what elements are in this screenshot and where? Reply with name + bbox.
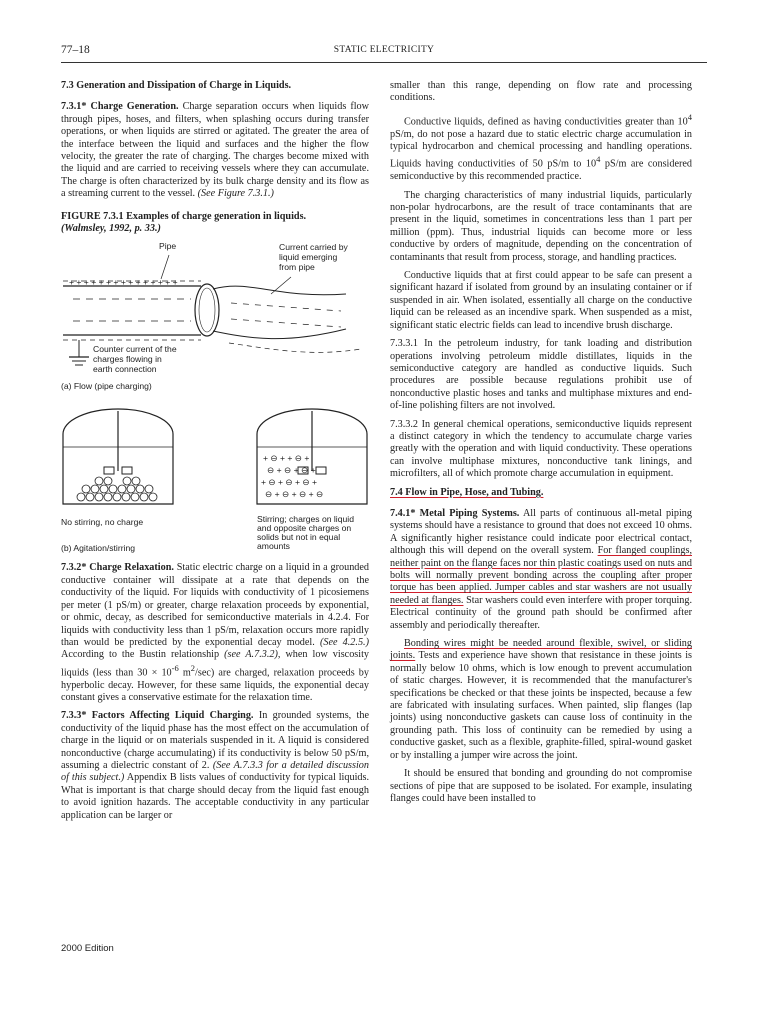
- svg-text:Stirring; charges on liquid: Stirring; charges on liquid: [257, 514, 354, 525]
- svg-text:amounts: amounts: [257, 541, 290, 552]
- right-column: [390, 80, 692, 811]
- svg-text:solids but not in equal: solids but not in equal: [257, 532, 341, 543]
- label-agitation-caption: (b) Agitation/stirring: [61, 543, 136, 554]
- para-conductive-liquids: Conductive liquids, defined as having conductivities greater than $10^4$ pS/m, do not pose a hazard due to static electric charge accumulation in typical hydrocarbon and chemical processing and handling operations. Liquids having conductivities of 50 pS/m to $10^4$ pS/m are considered semiconductive by this recommended practice.: [390, 111, 692, 183]
- svg-text:earth connection: earth connection: [93, 364, 157, 375]
- svg-text:and opposite charges on: and opposite charges on: [257, 523, 352, 534]
- edition-footer: 2000 Edition: [61, 943, 114, 954]
- page-number: 77–18: [61, 44, 90, 56]
- para-7-3-1: 7.3.1* Charge Generation. Charge separation occurs when liquids flow through pipes, hoses, and filters, when splashing occurs during transfer operations, or when liquids are stirred or agitated. The greater the area of the interface between the liquid and surfaces and the higher the flow velocity, the greater the rate of charging. The charges become mixed with the liquid and are carried to receiving vessels where they can accumulate. The charge is often characterized by its bulk charge density and its flow as a streaming current to the vessel. (See Figure 7.3.1.): [61, 101, 369, 200]
- section-7-4-title: 7.4 Flow in Pipe, Hose, and Tubing.: [390, 486, 544, 498]
- para-continued: smaller than this range, depending on flow rate and processing conditions.: [390, 80, 692, 104]
- left-column: [61, 80, 369, 828]
- svg-text:No stirring, no charge: No stirring, no charge: [61, 517, 144, 528]
- header-rule: [61, 62, 707, 63]
- svg-text:Counter current of the: Counter current of the: [93, 344, 177, 355]
- label-flow-caption: (a) Flow (pipe charging): [61, 381, 152, 392]
- para-isolated-liquids: Conductive liquids that at first could appear to be safe can present a significant hazard if isolated from ground by an insulating container or if suspended in air. When isolated, essentially all charge on the conductive liquid can be released as an incendive spark. When suspended as a mist, significant static electric fields can lead to incendive brush discharge.: [390, 270, 692, 331]
- highlight-bonding-wires: Bonding wires might be needed around flexible, swivel, or sliding joints.: [390, 638, 692, 662]
- svg-text:+ ⊖ + ⊖ + ⊖ +: + ⊖ + ⊖ + ⊖ +: [261, 477, 318, 488]
- figure-caption: FIGURE 7.3.1 Examples of charge generation in liquids. (Walmsley, 1992, p. 33.): [61, 210, 307, 235]
- svg-text:liquid emerging: liquid emerging: [279, 252, 338, 263]
- label-pipe: Pipe: [159, 241, 177, 252]
- svg-text:charges flowing in: charges flowing in: [93, 354, 162, 365]
- para-7-4-1: 7.4.1* Metal Piping Systems. All parts of continuous all-metal piping systems should have a resistance to ground that does not exceed 10 ohms. A significantly higher resistance could indicate poor electrical contact, although this will depend on the overall system. For flanged couplings, neither paint on the flange faces nor thin plastic coatings used on nuts and bolts will normally prevent bonding across the coupling after proper torque has been applied. Jumper cables and star washers are not usually needed at flanges. Star washers could even interfere with proper torquing. Electrical continuity of the ground path should be confirmed after assembly and periodically thereafter.: [390, 507, 693, 631]
- para-7-3-3-1: 7.3.3.1 In the petroleum industry, for tank loading and distribution operations involving petroleum middle distillates, liquids in the semiconductive category are handled as conductive liquids. Such procedures are possible because regulations prohibit use of nonconductive plastic hoses and tanks and multiphase mixtures and end-of-line polishing filters are not involved.: [390, 338, 692, 412]
- para-charging-characteristics: The charging characteristics of many industrial liquids, particularly non-polar hydrocarbons, are the result of trace contaminants that are present in the liquid, sometimes in concentrations less than 1 part per million (ppm). Thus, industrial liquids can become more or less conductive by orders of magnitude, depending on the concentration of contaminants that result from process, storage, and handling practices.: [390, 189, 692, 263]
- section-7-3-title: 7.3 Generation and Dissipation of Charge in Liquids.: [61, 80, 292, 91]
- para-7-3-3: 7.3.3* Factors Affecting Liquid Charging. In grounded systems, the conductivity of the liquid phase has the most effect on the accumulation of charge in the liquid or on materials suspended in it. A liquid is considered nonconductive (charge accumulating) if its conductivity is below 50 pS/m, assuming a dielectric constant of 2. (See A.7.3.3 for a detailed discussion of this subject.) Appendix B lists values of conductivity for typical liquids. What is important is that charge should decay from the liquid fast enough to avoid ignition hazards. The acceptable conductivity in any particular application can be larger or: [61, 710, 370, 821]
- para-7-3-3-2: 7.3.3.2 In general chemical operations, semiconductive liquids represent a distinct category in which the tendency to accumulate charge varies greatly with the operation and with liquid conductivity. These operations can involve multiphase mixtures, nonconductive tank linings, and microfilters, all of which promote charge accumulation in equipment.: [390, 418, 693, 480]
- heading-7-3-1: 7.3.1* Charge Generation.: [61, 101, 179, 113]
- para-isolation: It should be ensured that bonding and grounding do not compromise sections of pipe that are supposed to be isolated. For example, insulating flanges could have been installed to: [390, 768, 692, 804]
- figure-7-3-1: [61, 239, 369, 554]
- highlight-flanged-couplings: For flanged couplings, neither paint on the flange faces nor thin plastic coatings used on nuts and bolts will normally prevent bonding across the coupling after proper torque has been applied. Jumper cables and star washers are not usually needed at flanges.: [390, 545, 692, 606]
- running-title: STATIC ELECTRICITY: [333, 45, 435, 55]
- svg-text:+ ⊖ + + ⊖ +: + ⊖ + + ⊖ +: [263, 453, 310, 464]
- svg-text:⊖ + ⊖ + ⊖ + ⊖: ⊖ + ⊖ + ⊖ + ⊖: [265, 489, 324, 500]
- para-7-3-2: 7.3.2* Charge Relaxation. Static electric charge on a liquid in a grounded conductive container will dissipate at a rate that depends on the conductivity of the liquid. For liquids with conductivity of 1 picosiemens per meter (1 pS/m) or greater, charge relaxation proceeds by exponential, or ohmic, decay, as described for semiconductive materials in 4.2.4. For liquids with conductivity less than 1 pS/m, relaxation occurs more rapidly than would be predicted by the exponential decay model. (See 4.2.5.) According to the Bustin relationship (see A.7.3.2), when low viscosity liquids (less than $30 \times 10^{-6}$ $m^2/\sec$) are charged, relaxation proceeds by hyperbolic decay. However, for these same liquids, the exponential decay constant gives a conservative estimate for the relaxation time.: [61, 562, 370, 703]
- para-bonding-wires: Bonding wires might be needed around flexible, swivel, or sliding joints. Tests and experience have shown that resistance in these joints is normally below 10 ohms, which is low enough to prevent accumulation of static charges. However, it is recommended that the manufacturer's specifications be checked or that these joints be inspected, because a few are fabricated with insulating surfaces. When painted, slip flanges (lap joints) using nonconductive gaskets can cause loss of continuity in the grounding path. This loss of continuity can be remedied by using a conductive gasket, such as a flexible, graphite-filled, spiral-wound gasket or by installing a jumper wire across the joint.: [390, 638, 692, 761]
- svg-text:Current carried by: Current carried by: [279, 242, 348, 253]
- svg-text:+ + + + + + + + + + + + + + +: + + + + + + + + + + + + + + +: [69, 277, 178, 288]
- svg-text:⊖ + ⊖ + ⊖ +: ⊖ + ⊖ + ⊖ +: [267, 465, 316, 476]
- svg-text:from pipe: from pipe: [279, 262, 315, 273]
